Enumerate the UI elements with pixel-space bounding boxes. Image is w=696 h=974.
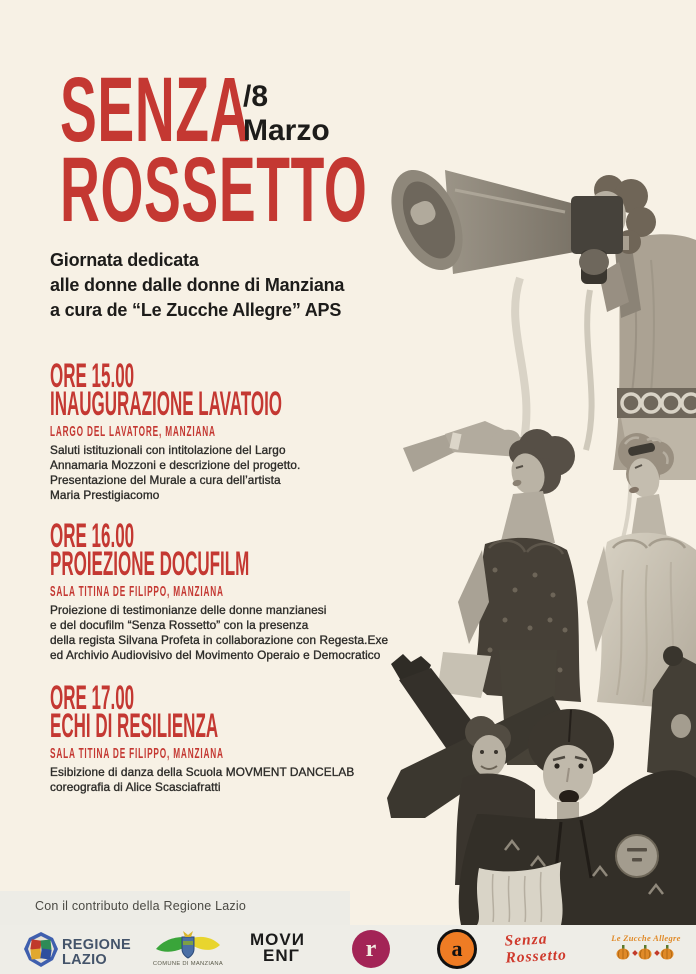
title-rossetto: ROSSETTO [60, 139, 368, 241]
regesta-letter: r [365, 935, 377, 962]
date-month: Marzo [243, 114, 330, 147]
pumpkins-icon [614, 943, 678, 961]
subtitle-line: Giornata dedicata [50, 250, 199, 270]
event-description-line: Saluti istituzionali con intitolazione del Largo [50, 443, 286, 457]
event-venue: SALA TITINA DE FILIPPO, MANZIANA [50, 583, 224, 600]
event-time: ORE 16.00 [50, 517, 135, 555]
zucche-allegre-label: Le Zucche Allegre [611, 933, 681, 943]
regione-lazio-label: REGIONE LAZIO [62, 937, 131, 968]
event-title: ECHI DI RESILIENZA [50, 707, 219, 745]
event-title: INAUGURAZIONE LAVATOIO [50, 385, 283, 423]
logo-movent: MOVИ ENΓ [250, 930, 305, 965]
subtitle [50, 248, 344, 323]
date-day: /8 [243, 80, 269, 113]
event-description [50, 765, 386, 795]
event-time: ORE 15.00 [50, 357, 135, 395]
event-description-line: ed Archivio Audiovisivo del Movimento Operaio e Democratico [50, 648, 381, 662]
comune-manziana-label: COMUNE DI MANZIANA [152, 961, 224, 967]
event-venue: LARGO DEL LAVATORE, MANZIANA [50, 423, 216, 440]
event-section-ore-15 [50, 357, 514, 503]
aamod-letter: a [451, 936, 463, 961]
subtitle-line: a cura de “Le Zucche Allegre” APS [50, 300, 342, 320]
event-description-line: coreografia di Alice Scasciafratti [50, 780, 221, 794]
event-description-line: Esibizione di danza della Scuola MOVMENT DANCELAB [50, 765, 355, 779]
comune-manziana-crest-icon [152, 929, 224, 961]
event-description-line: e del docufilm “Senza Rossetto” con la presenza [50, 618, 309, 632]
event-description-line: Presentazione del Murale a cura dell’artista [50, 473, 281, 487]
event-section-ore-16 [50, 517, 449, 663]
subtitle-line: alle donne dalle donne di Manziana [50, 275, 345, 295]
event-title: PROIEZIONE DOCUFILM [50, 545, 250, 583]
sponsor-logo-strip [0, 925, 696, 974]
event-description-line: Proiezione di testimonianze delle donne manzianesi [50, 603, 327, 617]
event-description [50, 603, 449, 663]
event-time: ORE 17.00 [50, 679, 135, 717]
regione-lazio-emblem-icon [23, 931, 59, 968]
logo-aamod [437, 929, 477, 969]
event-description [50, 443, 514, 503]
event-section-ore-17 [50, 679, 386, 795]
event-venue: SALA TITINA DE FILIPPO, MANZIANA [50, 745, 224, 762]
event-date [243, 80, 330, 148]
event-description-line: Maria Prestigiacomo [50, 488, 160, 502]
poster-title-line2 [60, 139, 572, 241]
contribution-note: Con il contributo della Regione Lazio [35, 899, 247, 913]
logo-zucche-allegre [606, 933, 686, 966]
event-description-line: della regista Silvana Profeta in collaborazione con Regesta.Exe [50, 633, 389, 647]
logo-regesta [352, 930, 390, 968]
title-senza: SENZA [60, 59, 251, 161]
event-description-line: Annamaria Mozzoni e descrizione del progetto. [50, 458, 301, 472]
logo-senza-rossetto-script: Senza Rossetto [504, 930, 568, 967]
